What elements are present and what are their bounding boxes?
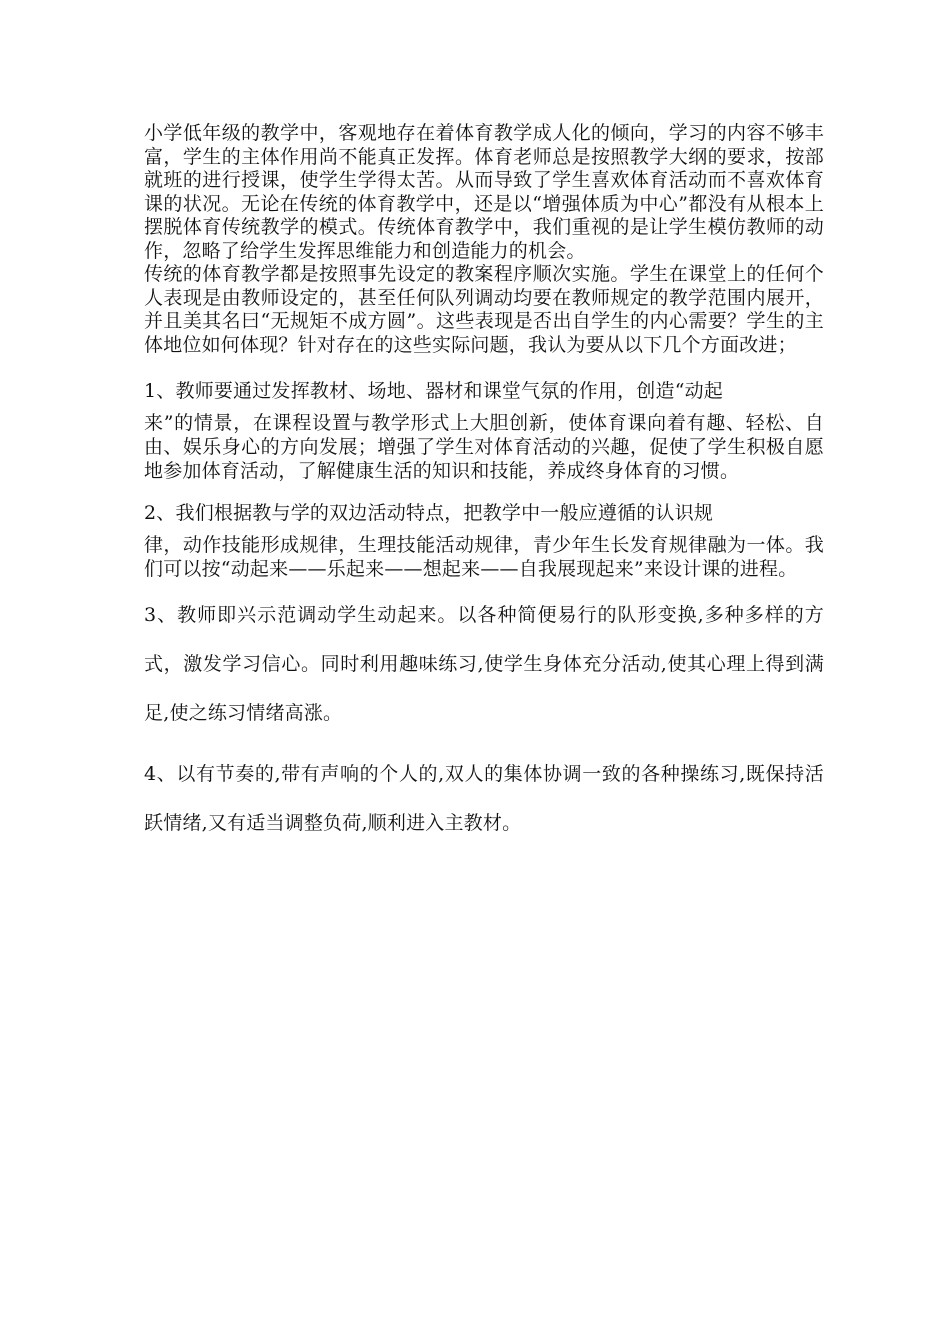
list-item-3: 3、教师即兴示范调动学生动起来。以各种简便易行的队形变换,多种多样的方式，激发学习信心。同时利用趣味练习,使学生身体充分活动,使其心理上得到满足,使之练习情绪高涨。 [144,604,824,724]
list-item-2-first-line: 2、我们根据教与学的双边活动特点，把教学中一般应遵循的认识规 [144,502,714,524]
paragraph-intro: 小学低年级的教学中，客观地存在着体育教学成人化的倾向，学习的内容不够丰富，学生的主体作用尚不能真正发挥。体育老师总是按照教学大纲的要求，按部就班的进行授课，使学生学得太苦。从而导致了学生喜欢体育活动而不喜欢体育课的状况。无论在传统的体育教学中，还是以“增强体质为中心”都没有从根本上摆脱体育传统教学的模式。传统体育教学中，我们重视的是让学生模仿教师的动作，忽略了给学生发挥思维能力和创造能力的机会。 [144,122,824,262]
paragraph-traditional: 传统的体育教学都是按照事先设定的教案程序顺次实施。学生在课堂上的任何个人表现是由教师设定的，甚至任何队列调动均要在教师规定的教学范围内展开，并且美其名曰“无规矩不成方圆”。这些表现是否出自学生的内心需要？学生的主体地位如何体现？针对存在的这些实际问题，我认为要从以下几个方面改进； [144,263,824,356]
list-item-2-rest: 律，动作技能形成规律，生理技能活动规律，青少年生长发育规律融为一体。我们可以按“动起来——乐起来——想起来——自我展现起来”来设计课的进程。 [144,534,824,580]
document-body [144,122,824,848]
list-item-1-rest: 来”的情景，在课程设置与教学形式上大胆创新，使体育课向着有趣、轻松、自由、娱乐身心的方向发展；增强了学生对体育活动的兴趣，促使了学生积极自愿地参加体育活动，了解健康生活的知识和技能，养成终身体育的习惯。 [144,412,824,482]
list-item-2 [144,493,824,581]
list-item-1 [144,371,824,483]
list-item-1-first-line: 1、教师要通过发挥教材、场地、器材和课堂气氛的作用，创造“动起 [144,380,724,402]
list-item-4: 4、以有节奏的,带有声响的个人的,双人的集体协调一致的各种操练习,既保持活跃情绪,又有适当调整负荷,顺利进入主教材。 [144,763,824,834]
